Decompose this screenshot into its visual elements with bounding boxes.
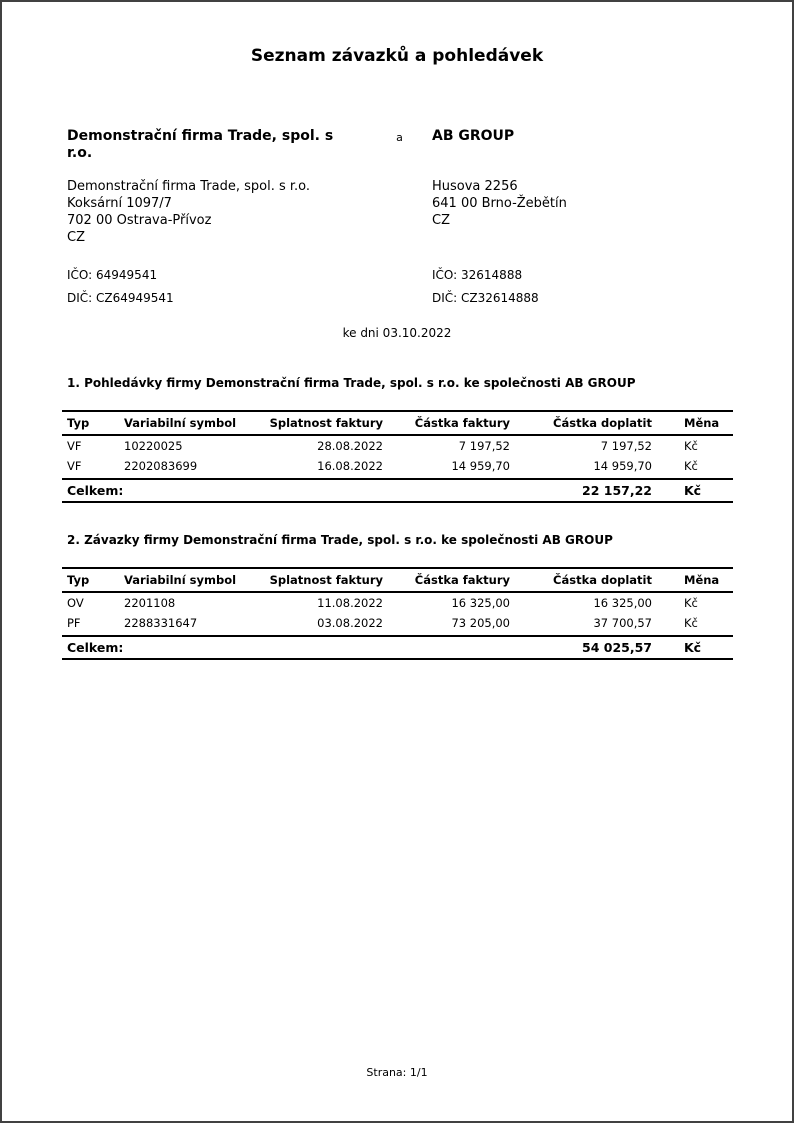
cell-splatnost: 16.08.2022	[242, 456, 385, 479]
page-title: Seznam závazků a pohledávek	[250, 46, 544, 66]
total-label: Celkem:	[62, 636, 512, 659]
column-header-splatnost: Splatnost faktury	[242, 568, 385, 592]
cell-castka-faktury: 73 205,00	[385, 613, 512, 636]
column-header-variabilni-symbol: Variabilní symbol	[122, 411, 242, 435]
column-header-castka-doplatit: Částka doplatit	[512, 568, 654, 592]
parties-header	[67, 128, 792, 162]
cell-splatnost: 03.08.2022	[242, 613, 385, 636]
cell-splatnost: 28.08.2022	[317, 439, 383, 453]
liabilities-table	[62, 567, 733, 660]
page-footer: Strana: 1/1	[366, 1066, 428, 1079]
creditor-block	[67, 128, 367, 162]
cell-typ: OV	[67, 596, 84, 610]
address-line: CZ	[432, 213, 450, 228]
creditor-name: Demonstrační firma Trade, spol. s r.o.	[67, 128, 334, 161]
cell-variabilni-symbol: 2288331647	[122, 613, 242, 636]
address-line: Koksární 1097/7	[67, 196, 172, 211]
column-header-castka-faktury: Částka faktury	[385, 568, 512, 592]
table-row	[62, 592, 733, 613]
column-header-castka-faktury: Částka faktury	[385, 411, 512, 435]
cell-typ: PF	[62, 613, 122, 636]
column-header-splatnost: Splatnost faktury	[242, 411, 385, 435]
table-row	[62, 435, 733, 456]
cell-mena: Kč	[654, 613, 733, 636]
creditor-address	[67, 178, 432, 246]
cell-castka-faktury: 14 959,70	[385, 456, 512, 479]
cell-castka-doplatit: 14 959,70	[512, 456, 654, 479]
ico-value: IČO: 64949541	[67, 268, 158, 282]
table-row	[62, 456, 733, 479]
address-line: 641 00 Brno-Žebětín	[432, 196, 567, 211]
parties-separator: a	[396, 131, 403, 144]
cell-mena: Kč	[654, 456, 733, 479]
addresses-row	[67, 178, 792, 246]
cell-splatnost: 11.08.2022	[317, 596, 383, 610]
cell-castka-faktury: 7 197,52	[458, 439, 510, 453]
cell-variabilni-symbol: 2202083699	[122, 456, 242, 479]
address-line: CZ	[67, 230, 85, 245]
total-row	[62, 479, 733, 502]
section-heading-receivables: 1. Pohledávky firmy Demonstrační firma Trade, spol. s r.o. ke společnosti AB GROUP	[67, 376, 636, 390]
cell-castka-faktury: 16 325,00	[451, 596, 510, 610]
address-line: Husova 2256	[432, 179, 518, 194]
column-header-castka-doplatit: Částka doplatit	[512, 411, 654, 435]
cell-castka-doplatit: 7 197,52	[600, 439, 652, 453]
creditor-ids	[67, 264, 432, 310]
receivables-table	[62, 410, 733, 503]
debtor-ids	[432, 264, 539, 310]
cell-typ: VF	[67, 439, 82, 453]
total-value: 22 157,22	[512, 479, 654, 502]
total-label: Celkem:	[62, 479, 512, 502]
cell-mena: Kč	[684, 596, 698, 610]
table-header-row	[62, 411, 733, 435]
cell-typ: VF	[62, 456, 122, 479]
address-line: Demonstrační firma Trade, spol. s r.o.	[67, 179, 311, 194]
cell-variabilni-symbol: 10220025	[124, 439, 183, 453]
column-header-typ: Typ	[62, 568, 122, 592]
debtor-name: AB GROUP	[432, 128, 515, 144]
debtor-address	[432, 178, 567, 246]
cell-variabilni-symbol: 2201108	[124, 596, 176, 610]
section-heading-liabilities: 2. Závazky firmy Demonstrační firma Trade, spol. s r.o. ke společnosti AB GROUP	[67, 533, 613, 547]
registration-ids-row	[67, 264, 792, 310]
ico-value: IČO: 32614888	[432, 268, 523, 282]
cell-castka-doplatit: 37 700,57	[512, 613, 654, 636]
cell-mena: Kč	[684, 439, 698, 453]
column-header-variabilni-symbol: Variabilní symbol	[122, 568, 242, 592]
report-date: ke dni 03.10.2022	[342, 326, 452, 340]
dic-value: DIČ: CZ64949541	[67, 291, 174, 305]
address-line: 702 00 Ostrava-Přívoz	[67, 213, 212, 228]
total-currency: Kč	[654, 636, 733, 659]
dic-value: DIČ: CZ32614888	[432, 291, 539, 305]
total-row	[62, 636, 733, 659]
column-header-mena: Měna	[654, 568, 733, 592]
table-row	[62, 613, 733, 636]
cell-castka-doplatit: 16 325,00	[593, 596, 652, 610]
total-value: 54 025,57	[512, 636, 654, 659]
column-header-mena: Měna	[654, 411, 733, 435]
table-header-row	[62, 568, 733, 592]
total-currency: Kč	[654, 479, 733, 502]
debtor-block	[432, 128, 514, 162]
column-header-typ: Typ	[62, 411, 122, 435]
